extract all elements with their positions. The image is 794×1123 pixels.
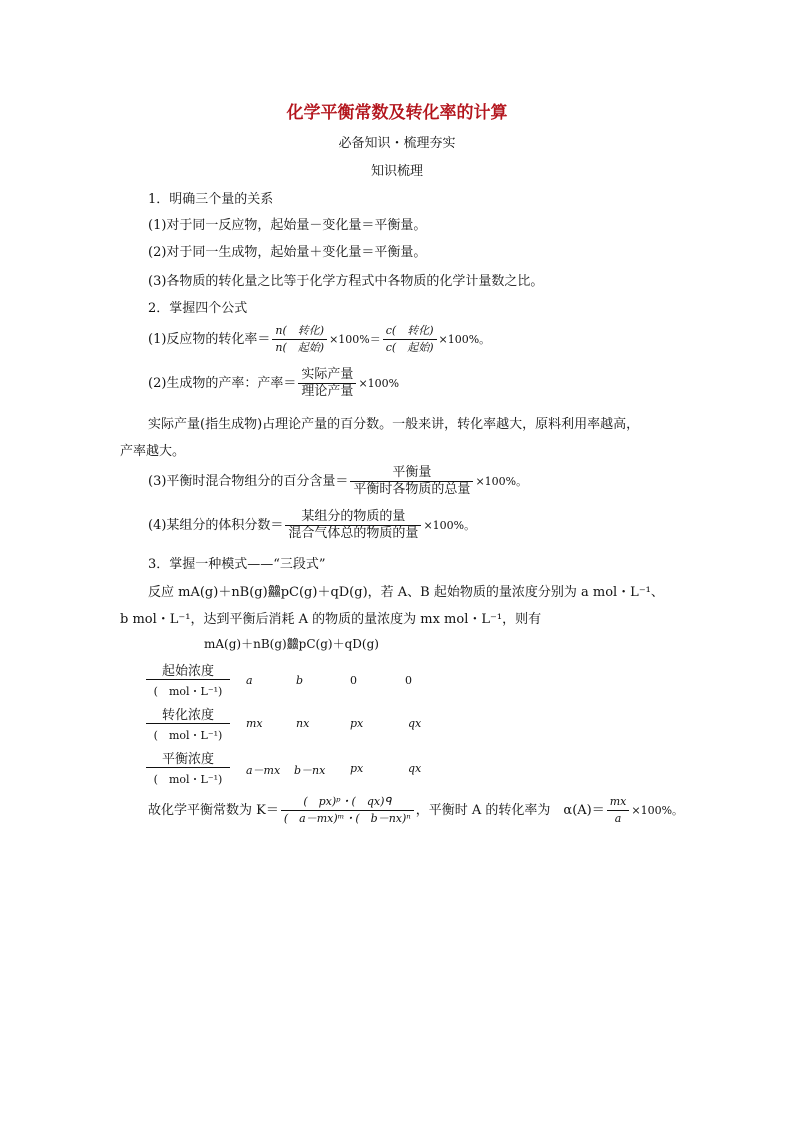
s3-intro-line-1: 反应 mA(g)＋nB(g)䲜pC(g)＋qD(g)，若 A、B 起始物质的量浓度分别为 a mol・L⁻¹、 xyxy=(148,585,664,600)
row-label: 平衡浓度 xyxy=(161,752,214,767)
s1-heading: 1．明确三个量的关系 xyxy=(148,192,274,207)
conclusion-mid: ，平衡时 A 的转化率为 α(A)＝ xyxy=(415,803,605,818)
fraction-numerator: 某组分的物质的量 xyxy=(285,509,421,526)
fraction-numerator: mx xyxy=(607,794,630,811)
conclusion-lead: 故化学平衡常数为 K＝ xyxy=(148,803,279,818)
fraction xyxy=(285,509,421,542)
fraction-bar xyxy=(146,723,230,724)
fraction-denominator: 理论产量 xyxy=(301,384,354,399)
section-subtitle: 必备知识・梳理夯实 xyxy=(338,136,456,151)
formula-percent-content xyxy=(148,465,527,498)
fraction-numerator: ( px)ᵖ・( qx)ᑫ xyxy=(281,794,414,811)
formula-lead: (4)某组分的体积分数＝ xyxy=(148,518,284,533)
fraction-denominator: 混合气体总的物质的量 xyxy=(288,526,419,541)
row-label: 转化浓度 xyxy=(161,708,214,723)
fraction-denominator: n( 起始) xyxy=(275,341,325,354)
table-cell: 0 xyxy=(405,674,412,687)
formula-lead: (1)反应物的转化率＝ xyxy=(148,332,271,347)
conclusion-tail: ×100%。 xyxy=(631,804,684,817)
row-unit: ( mol・L⁻¹) xyxy=(153,685,223,698)
fraction-denominator: c( 起始) xyxy=(385,341,434,354)
fraction xyxy=(298,367,356,400)
fraction-bar xyxy=(146,679,230,680)
fraction-numerator: 实际产量 xyxy=(298,367,356,384)
formula-mid: ×100%＝ xyxy=(329,333,381,346)
formula-lead: (2)生成物的产率：产率＝ xyxy=(148,376,297,391)
table-cell: 0 xyxy=(350,674,357,687)
fraction-denominator: 平衡时各物质的总量 xyxy=(353,482,471,497)
fraction-denominator: a xyxy=(614,812,622,825)
fraction-denominator: ( a－mx)ᵐ・( b－nx)ⁿ xyxy=(283,812,411,825)
table-cell: a－mx xyxy=(246,764,281,777)
s1-item-3: (3)各物质的转化量之比等于化学方程式中各物质的化学计量数之比。 xyxy=(148,274,544,289)
s1-item-1: (1)对于同一反应物，起始量－变化量＝平衡量。 xyxy=(148,218,427,233)
row-unit: ( mol・L⁻¹) xyxy=(153,729,223,742)
table-cell: b－nx xyxy=(294,764,326,777)
alpha-fraction xyxy=(607,794,630,827)
table-cell: qx xyxy=(408,762,422,775)
s2-heading: 2．掌握四个公式 xyxy=(148,301,248,316)
row-label: 起始浓度 xyxy=(161,664,214,679)
table-cell: px xyxy=(350,762,364,775)
paragraph-line-1: 实际产量(指生成物)占理论产量的百分数。一般来讲，转化率越大，原料利用率越高， xyxy=(148,417,640,432)
section-subheading: 知识梳理 xyxy=(370,164,423,179)
k-fraction xyxy=(281,794,414,827)
formula-tail: ×100% xyxy=(358,377,400,390)
formula-volume-fraction xyxy=(148,509,475,542)
table-cell: qx xyxy=(408,717,422,730)
formula-lead: (3)平衡时混合物组分的百分含量＝ xyxy=(148,474,349,489)
s1-item-2: (2)对于同一生成物，起始量＋变化量＝平衡量。 xyxy=(148,245,427,260)
fraction-numerator: 平衡量 xyxy=(350,465,473,482)
conclusion-line xyxy=(148,794,683,827)
fraction xyxy=(350,465,473,498)
s3-intro-line-2: b mol・L⁻¹，达到平衡后消耗 A 的物质的量浓度为 mx mol・L⁻¹，则有 xyxy=(120,612,542,627)
formula-tail: ×100%。 xyxy=(475,475,528,488)
formula-yield xyxy=(148,367,399,400)
fraction-n xyxy=(272,323,327,356)
table-cell: nx xyxy=(296,717,310,730)
table-cell: px xyxy=(350,717,364,730)
fraction-numerator: n( 转化) xyxy=(272,323,327,340)
fraction-c xyxy=(383,323,437,356)
fraction-bar xyxy=(146,767,230,768)
table-cell: mx xyxy=(246,717,263,730)
page-title: 化学平衡常数及转化率的计算 xyxy=(286,103,508,123)
paragraph-line-2: 产率越大。 xyxy=(120,444,186,459)
formula-conversion-rate xyxy=(148,323,490,356)
table-cell: b xyxy=(296,674,304,687)
row-unit: ( mol・L⁻¹) xyxy=(153,773,223,786)
table-cell: a xyxy=(246,674,253,687)
s3-heading: 3．掌握一种模式——“三段式” xyxy=(148,557,326,572)
formula-tail: ×100%。 xyxy=(423,519,476,532)
fraction-numerator: c( 转化) xyxy=(383,323,437,340)
formula-tail: ×100%。 xyxy=(438,333,491,346)
reaction-equation: mA(g)＋nB(g)䲜pC(g)＋qD(g) xyxy=(204,637,379,651)
